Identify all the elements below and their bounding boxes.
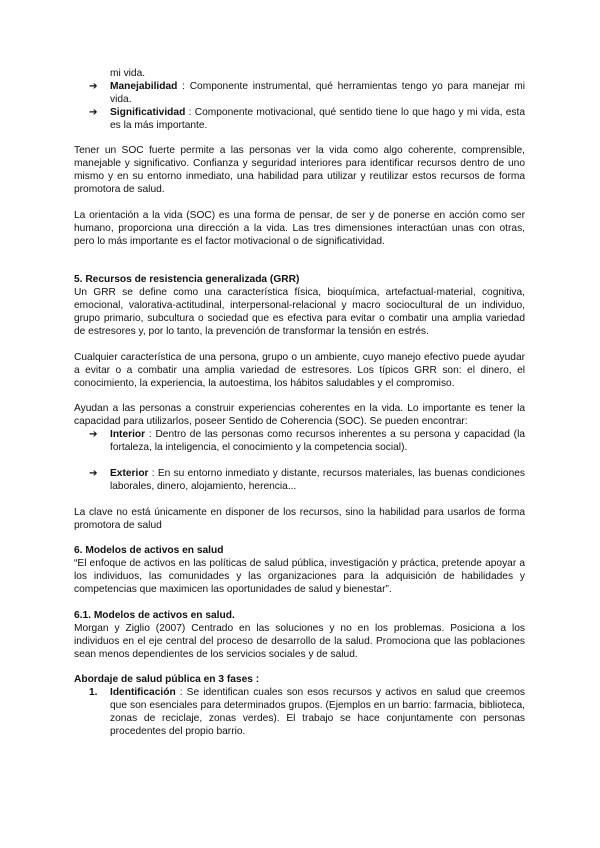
bullet-manejabilidad [74,81,525,107]
paragraph-enfoque: “El enfoque de activos en las políticas de salud pública, investigación y práctica, pretende apoyar a los individuos, las comunidades y las organizaciones para la adquisición de habilidades y competencias que maximicen las oportunidades de salud y bienestar”. [74,558,525,596]
bullet-text: : En su entorno inmediato y distante, recursos materiales, las buenas condiciones laborales, dinero, alojamiento, herencia... [110,468,525,492]
item-number: 1. [89,687,98,699]
paragraph-orientacion: La orientación a la vida (SOC) es una forma de pensar, de ser y de ponerse en acción como ser humano, proporciona una dirección a la vida. Las tres dimensiones interactúan unas con otras, pero lo más importante es el factor motivacional o de significatividad. [74,209,525,247]
arrow-icon: ➔ [89,468,98,479]
bullet-text: : Componente motivacional, qué sentido tiene lo que hago y mi vida, esta es la más importante. [110,106,525,131]
item-text: : Se identifican cuales son esos recursos y activos en salud que creemos que son esenciales para determinados grupos. (Ejemplos en un barrio: farmacia, biblioteca, zonas de reciclaje, zonas verdes). El trabajo se hace conjuntamente con personas procedentes del propio barrio. [110,687,525,738]
item-term: Identificación [110,687,176,699]
paragraph-grr: Un GRR se define como una característica física, bioquímica, artefactual-material, cognitiva, emocional, valorativa-actitudinal, interpersonal-relacional y macro sociocultural de un individuo, grupo primario, subcultura o sociedad que es efectiva para evitar o combatir una amplia variedad de estresores y, por lo tanto, la prevención de transformar la tensión en estrés. [74,287,525,338]
paragraph-ayudan: Ayudan a las personas a construir experiencias coherentes en la vida. Lo importante es tener la capacidad para utilizarlos, poseer Sentido de Coherencia (SOC). Se pueden encontrar: [74,403,525,428]
paragraph-clave: La clave no está únicamente en disponer de los recursos, sino la habilidad para usarlos de forma promotora de salud [74,506,525,531]
bullet-term: Manejabilidad [110,80,178,92]
numbered-item-identificacion [74,687,525,739]
document-page [74,68,525,739]
bullet-term: Interior [110,429,146,441]
section-heading-6-1: 6.1. Modelos de activos en salud. [74,609,235,621]
intro-continuation: mi vida. [110,68,146,79]
abordaje-heading: Abordaje de salud pública en 3 fases : [74,674,260,686]
arrow-icon: ➔ [89,106,98,118]
arrow-icon: ➔ [89,80,98,92]
bullet-text: : Componente instrumental, qué herramientas tengo yo para manejar mi vida. [110,80,525,105]
bullet-term: Significatividad [110,106,186,118]
section-heading-6: 6. Modelos de activos en salud [74,545,224,557]
bullet-term: Exterior [110,468,149,479]
paragraph-soc: Tener un SOC fuerte permite a las personas ver la vida como algo coherente, comprensible, manejable y significativo. Confianza y seguridad interiores para identificar recursos dentro de uno mismo y en su entorno inmediato, una habilidad para utilizar y reutilizar estos recursos de forma promotora de salud. [74,145,525,196]
bullet-exterior [74,468,525,494]
bullet-interior [74,429,525,455]
bullet-text: : Dentro de las personas como recursos inherentes a su persona y capacidad (la fortaleza, la inteligencia, el conocimiento y la competencia social). [110,429,525,454]
paragraph-morgan: Morgan y Ziglio (2007) Centrado en las soluciones y no en los problemas. Posiciona a los individuos en el eje central del proceso de desarrollo de la salud. Promociona que las poblaciones sean menos dependientes de los servicios sociales y de salud. [74,622,525,660]
paragraph-cualquier: Cualquier característica de una persona, grupo o un ambiente, cuyo manejo efectivo puede ayudar a evitar o a combatir una amplia variedad de estresores. Los típicos GRR son: el dinero, el conocimiento, la experiencia, la autoestima, los hábitos saludables y el compromiso. [74,351,525,389]
bullet-significatividad [74,107,525,133]
arrow-icon: ➔ [89,429,98,441]
section-heading-5: 5. Recursos de resistencia generalizada (GRR) [74,274,300,286]
